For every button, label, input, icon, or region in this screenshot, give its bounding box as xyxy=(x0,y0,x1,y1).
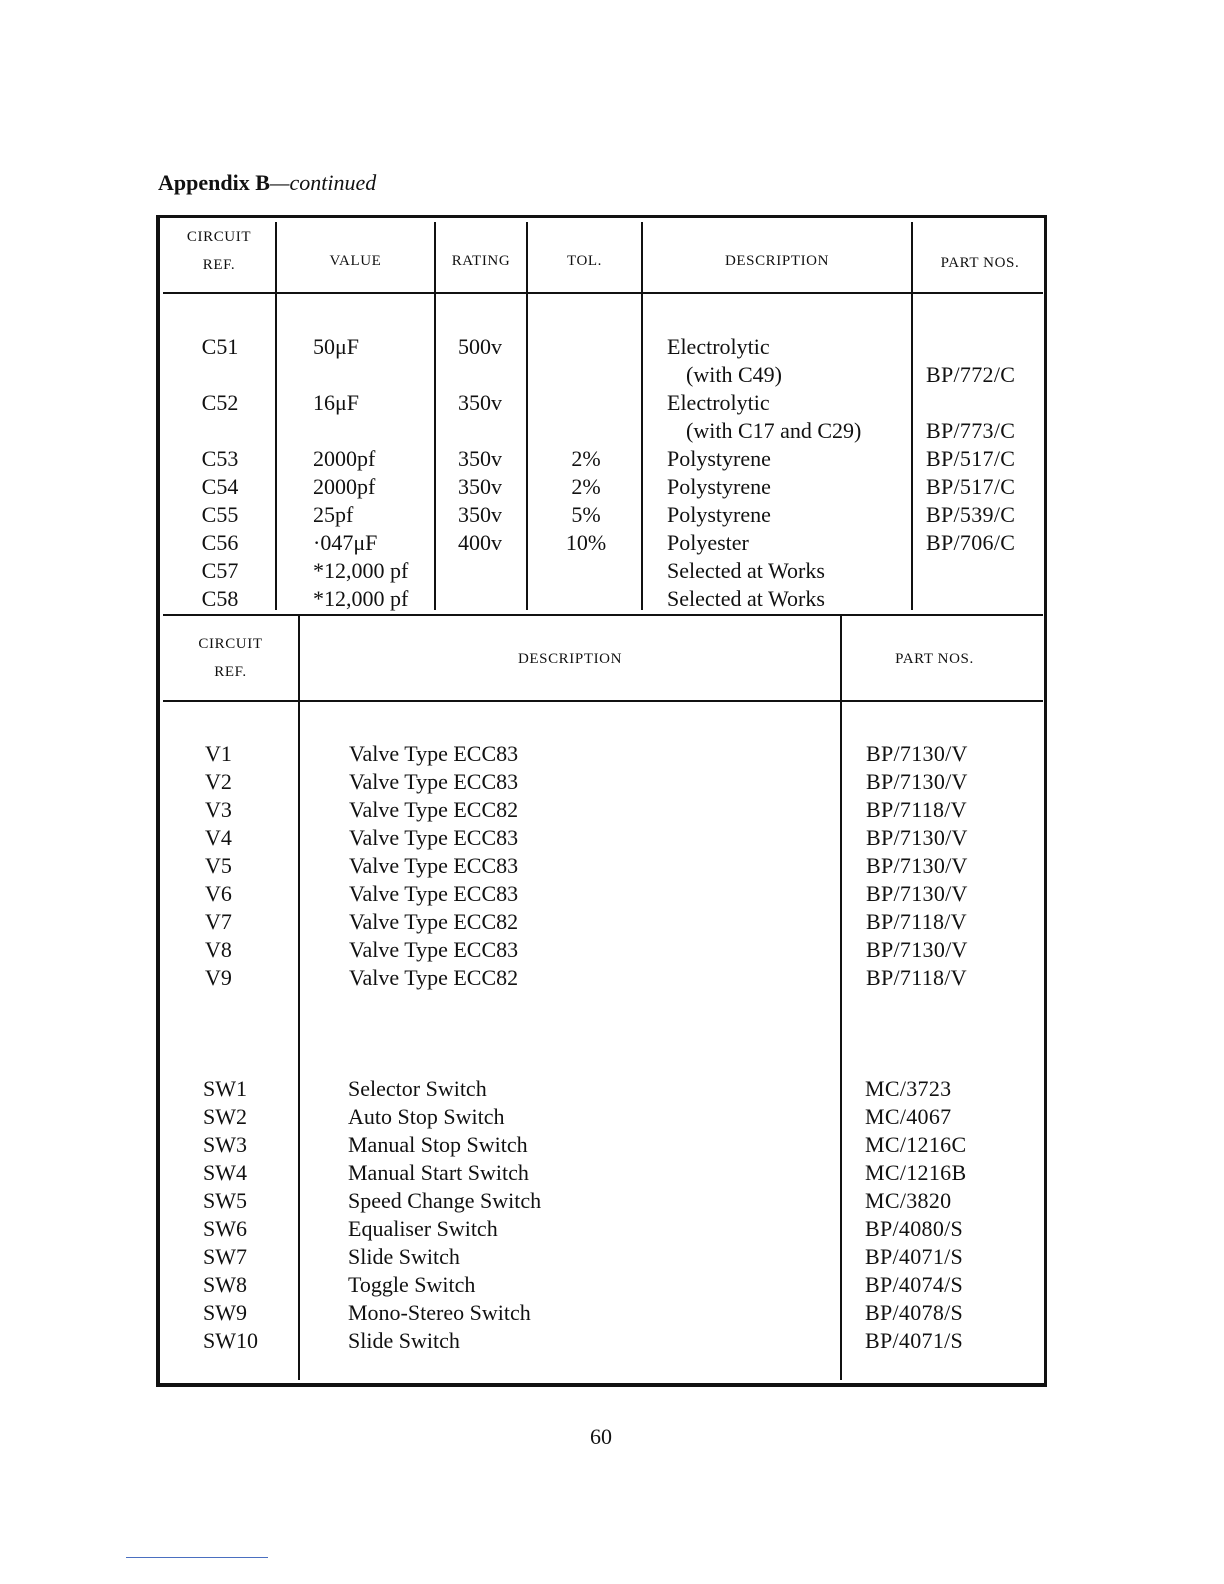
cap-part-no: BP/706/C xyxy=(926,530,1016,555)
switch-description: Speed Change Switch xyxy=(348,1188,542,1213)
valve-part-no: BP/7130/V xyxy=(866,937,968,962)
valve-ref: V9 xyxy=(205,965,232,990)
page-heading xyxy=(158,170,376,196)
cap-description: Selected at Works xyxy=(667,586,825,611)
valve-description: Valve Type ECC83 xyxy=(349,937,519,962)
switch-part-no: BP/4080/S xyxy=(865,1216,964,1241)
cap-value: 50μF xyxy=(313,334,360,359)
header-rule-bottom xyxy=(163,700,1043,702)
cap-value: ·047μF xyxy=(313,530,378,555)
valve-part-no: BP/7118/V xyxy=(866,909,967,934)
switch-part-no: BP/4074/S xyxy=(865,1272,964,1297)
cap-description: Selected at Works xyxy=(667,558,825,583)
cap-description: Electrolytic xyxy=(667,334,770,359)
header-ref-label-2: REF. xyxy=(214,664,247,680)
switch-description: Slide Switch xyxy=(348,1328,460,1353)
cap-ref: C54 xyxy=(201,474,239,499)
cap-description: (with C17 and C29) xyxy=(686,418,862,443)
cap-rating: 350v xyxy=(458,390,502,415)
switch-part-no: MC/1216C xyxy=(865,1132,967,1157)
switch-ref: SW4 xyxy=(203,1160,247,1185)
valve-description: Valve Type ECC82 xyxy=(349,909,519,934)
col-rule-rating xyxy=(526,222,528,610)
valve-part-no: BP/7130/V xyxy=(866,853,968,878)
valve-ref: V7 xyxy=(205,909,232,934)
switch-description: Manual Start Switch xyxy=(348,1160,529,1185)
header-part-nos-2: PART NOS. xyxy=(895,651,974,667)
page-number: 60 xyxy=(590,1424,612,1449)
valve-part-no: BP/7118/V xyxy=(866,797,967,822)
cap-description: Polyester xyxy=(667,530,749,555)
cap-rating: 350v xyxy=(458,446,502,471)
cap-value: 2000pf xyxy=(313,446,376,471)
valve-description: Valve Type ECC83 xyxy=(349,825,519,850)
valve-description: Valve Type ECC82 xyxy=(349,965,519,990)
switch-description: Manual Stop Switch xyxy=(348,1132,528,1157)
cap-description: Polystyrene xyxy=(667,446,771,471)
cap-value: 2000pf xyxy=(313,474,376,499)
switch-description: Auto Stop Switch xyxy=(348,1104,505,1129)
cap-part-no: BP/773/C xyxy=(926,418,1016,443)
header-rating: RATING xyxy=(451,253,511,269)
header-ref-label: REF. xyxy=(202,257,236,273)
valve-description: Valve Type ECC83 xyxy=(349,741,519,766)
heading-continued: —continued xyxy=(269,170,377,195)
switch-ref: SW9 xyxy=(203,1300,247,1325)
footnote-rule xyxy=(126,1557,268,1558)
valve-ref: V2 xyxy=(205,769,232,794)
switch-ref: SW6 xyxy=(203,1216,247,1241)
header-tol: TOL. xyxy=(566,253,603,269)
switch-part-no: MC/3820 xyxy=(865,1188,952,1213)
valve-part-no: BP/7130/V xyxy=(866,741,968,766)
switch-ref: SW8 xyxy=(203,1272,247,1297)
cap-description: Polystyrene xyxy=(667,474,771,499)
cap-rating: 400v xyxy=(458,530,502,555)
valve-ref: V6 xyxy=(205,881,232,906)
valve-part-no: BP/7118/V xyxy=(866,965,967,990)
cap-ref: C55 xyxy=(201,502,239,527)
valve-description: Valve Type ECC83 xyxy=(349,769,519,794)
cap-ref: C52 xyxy=(201,390,239,415)
valve-ref: V5 xyxy=(205,853,232,878)
cap-ref: C58 xyxy=(201,586,239,611)
cap-ref: C51 xyxy=(201,334,239,359)
cap-tol: 5% xyxy=(571,502,601,527)
cap-ref: C53 xyxy=(201,446,239,471)
cap-rating: 350v xyxy=(458,502,502,527)
valve-description: Valve Type ECC83 xyxy=(349,881,519,906)
switch-ref: SW3 xyxy=(203,1132,247,1157)
cap-rating: 350v xyxy=(458,474,502,499)
cap-description: Electrolytic xyxy=(667,390,770,415)
switch-ref: SW5 xyxy=(203,1188,247,1213)
cap-value: *12,000 pf xyxy=(313,558,409,583)
cap-part-no: BP/517/C xyxy=(926,446,1016,471)
heading-title: Appendix B xyxy=(158,170,270,195)
col-rule-value xyxy=(434,222,436,610)
cap-value: 25pf xyxy=(313,502,354,527)
switch-ref: SW1 xyxy=(203,1076,247,1101)
cap-part-no: BP/539/C xyxy=(926,502,1016,527)
switch-part-no: MC/3723 xyxy=(865,1076,952,1101)
cap-description: (with C49) xyxy=(686,362,782,387)
cap-rating: 500v xyxy=(458,334,502,359)
header-part-nos: PART NOS. xyxy=(940,255,1020,271)
switch-description: Slide Switch xyxy=(348,1244,460,1269)
switch-part-no: MC/1216B xyxy=(865,1160,967,1185)
header-circuit-ref-2 xyxy=(163,630,298,686)
switch-description: Equaliser Switch xyxy=(348,1216,498,1241)
valve-ref: V8 xyxy=(205,937,232,962)
switch-part-no: BP/4071/S xyxy=(865,1244,964,1269)
switch-part-no: MC/4067 xyxy=(865,1104,952,1129)
switch-description: Selector Switch xyxy=(348,1076,487,1101)
valve-ref: V1 xyxy=(205,741,232,766)
col-rule-desc-2 xyxy=(840,616,842,1380)
header-circuit-label: CIRCUIT xyxy=(186,229,252,245)
cap-description: Polystyrene xyxy=(667,502,771,527)
switch-ref: SW7 xyxy=(203,1244,247,1269)
col-rule-ref-2 xyxy=(298,616,300,1380)
switch-description: Mono-Stereo Switch xyxy=(348,1300,531,1325)
cap-tol: 10% xyxy=(565,530,607,555)
switch-ref: SW2 xyxy=(203,1104,247,1129)
header-description-2: DESCRIPTION xyxy=(517,651,623,667)
cap-tol: 2% xyxy=(571,446,601,471)
valve-ref: V4 xyxy=(205,825,232,850)
header-circuit-ref xyxy=(163,223,275,279)
valve-part-no: BP/7130/V xyxy=(866,769,968,794)
cap-value: *12,000 pf xyxy=(313,586,409,611)
cap-tol: 2% xyxy=(571,474,601,499)
switch-description: Toggle Switch xyxy=(348,1272,476,1297)
section-divider xyxy=(163,614,1043,616)
valve-part-no: BP/7130/V xyxy=(866,825,968,850)
valve-description: Valve Type ECC82 xyxy=(349,797,519,822)
cap-part-no: BP/772/C xyxy=(926,362,1016,387)
cap-ref: C56 xyxy=(201,530,239,555)
switch-ref: SW10 xyxy=(203,1328,258,1353)
valve-description: Valve Type ECC83 xyxy=(349,853,519,878)
switch-part-no: BP/4071/S xyxy=(865,1328,964,1353)
valve-ref: V3 xyxy=(205,797,232,822)
valve-part-no: BP/7130/V xyxy=(866,881,968,906)
header-circuit-label-2: CIRCUIT xyxy=(198,636,263,652)
col-rule-desc xyxy=(911,222,913,610)
switch-part-no: BP/4078/S xyxy=(865,1300,964,1325)
cap-value: 16μF xyxy=(313,390,360,415)
cap-part-no: BP/517/C xyxy=(926,474,1016,499)
cap-ref: C57 xyxy=(201,558,239,583)
header-description: DESCRIPTION xyxy=(724,253,830,269)
header-value: VALUE xyxy=(329,253,382,269)
